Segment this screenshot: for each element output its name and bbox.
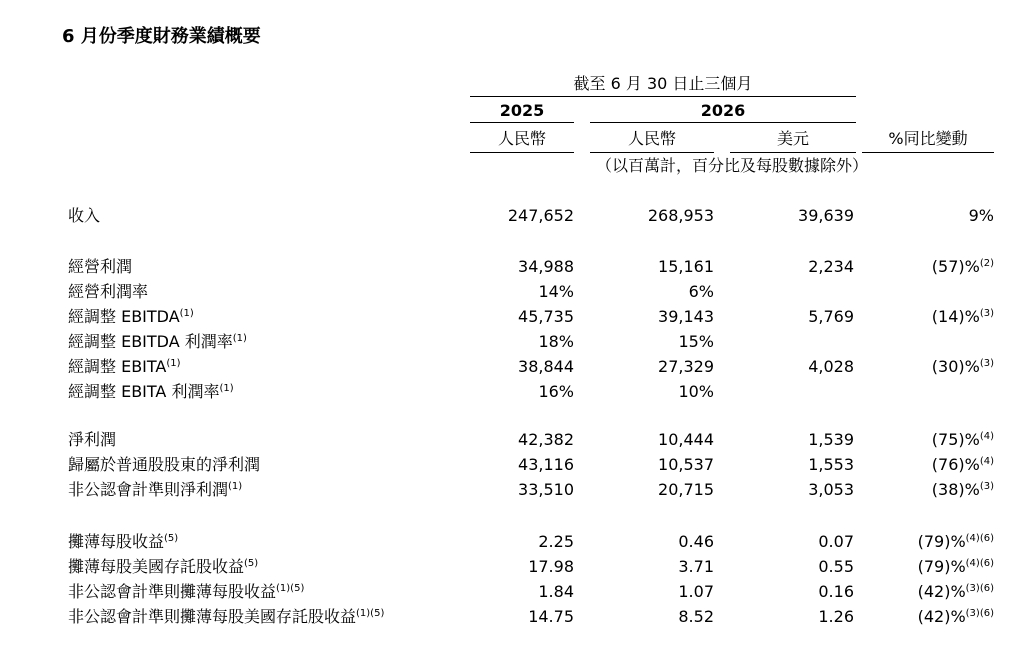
row-label-text: 非公認會計準則攤薄每股收益 bbox=[68, 582, 277, 601]
yoy-change-text: (42)% bbox=[917, 582, 966, 601]
value-2025-rmb: 43,116 bbox=[518, 455, 574, 474]
value-2026-rmb: 268,953 bbox=[647, 206, 714, 225]
value-2026-rmb: 39,143 bbox=[658, 307, 714, 326]
value-2025-rmb: 14.75 bbox=[528, 607, 574, 626]
row-label-footnote: (5) bbox=[244, 558, 259, 569]
table-row bbox=[0, 305, 1024, 329]
row-label-text: 經營利潤率 bbox=[68, 282, 149, 301]
value-2026-rmb: 15% bbox=[678, 332, 714, 351]
year-2026-header: 2026 bbox=[590, 100, 856, 123]
table-row bbox=[0, 280, 1024, 304]
row-label-text: 經調整 EBITA bbox=[68, 357, 167, 376]
row-label-text: 經調整 EBITA 利潤率 bbox=[68, 382, 220, 401]
value-2025-rmb: 42,382 bbox=[518, 430, 574, 449]
table-row bbox=[0, 478, 1024, 502]
yoy-change-value bbox=[862, 555, 994, 579]
table-row bbox=[0, 204, 1024, 228]
value-2026-usd: 2,234 bbox=[808, 257, 854, 276]
row-label bbox=[68, 380, 234, 404]
currency-rmb-2025-header: 人民幣 bbox=[470, 126, 574, 153]
year-2025-header: 2025 bbox=[470, 100, 574, 123]
row-label-text: 收入 bbox=[68, 206, 101, 225]
row-label-text: 淨利潤 bbox=[68, 430, 117, 449]
units-note: （以百萬計，百分比及每股數據除外） bbox=[595, 156, 868, 175]
row-label bbox=[68, 478, 242, 502]
yoy-change-text: (14)% bbox=[931, 307, 980, 326]
row-label bbox=[68, 355, 181, 379]
table-row bbox=[0, 605, 1024, 629]
yoy-change-text: (79)% bbox=[917, 532, 966, 551]
row-label-text: 攤薄每股美國存託股收益 bbox=[68, 557, 245, 576]
value-2026-usd: 4,028 bbox=[808, 357, 854, 376]
row-label-footnote: (5) bbox=[164, 533, 179, 544]
row-label-footnote: (1) bbox=[228, 481, 243, 492]
yoy-change-footnote: (4) bbox=[979, 456, 994, 467]
yoy-change-value bbox=[862, 605, 994, 629]
yoy-change-footnote: (4)(6) bbox=[965, 533, 994, 544]
row-label bbox=[68, 330, 247, 354]
value-2026-usd: 3,053 bbox=[808, 480, 854, 499]
value-2026-rmb: 27,329 bbox=[658, 357, 714, 376]
yoy-change-footnote: (3)(6) bbox=[965, 583, 994, 594]
yoy-change-text: (79)% bbox=[917, 557, 966, 576]
yoy-change-header: %同比變動 bbox=[862, 126, 994, 153]
value-2026-rmb: 20,715 bbox=[658, 480, 714, 499]
period-header: 截至 6 月 30 日止三個月 bbox=[470, 72, 856, 97]
row-label bbox=[68, 453, 260, 477]
row-label bbox=[68, 580, 304, 604]
value-2025-rmb: 18% bbox=[538, 332, 574, 351]
yoy-change-value bbox=[862, 478, 994, 502]
value-2026-usd: 39,639 bbox=[798, 206, 854, 225]
row-label-text: 歸屬於普通股股東的淨利潤 bbox=[68, 455, 261, 474]
row-label bbox=[68, 605, 384, 629]
yoy-change-value bbox=[862, 530, 994, 554]
currency-usd-header: 美元 bbox=[730, 126, 856, 153]
row-label-text: 經調整 EBITDA bbox=[68, 307, 180, 326]
value-2026-rmb: 6% bbox=[688, 282, 714, 301]
value-2026-usd: 1,539 bbox=[808, 430, 854, 449]
row-label-footnote: (1)(5) bbox=[356, 608, 385, 619]
yoy-change-value bbox=[862, 305, 994, 329]
value-2026-rmb: 0.46 bbox=[678, 532, 714, 551]
table-row bbox=[0, 530, 1024, 554]
yoy-change-value bbox=[862, 204, 994, 228]
value-2026-rmb: 3.71 bbox=[678, 557, 714, 576]
yoy-change-footnote: (3) bbox=[979, 481, 994, 492]
value-2025-rmb: 45,735 bbox=[518, 307, 574, 326]
row-label-text: 非公認會計準則攤薄每股美國存託股收益 bbox=[68, 607, 357, 626]
table-row bbox=[0, 330, 1024, 354]
table-row bbox=[0, 355, 1024, 379]
row-label-text: 非公認會計準則淨利潤 bbox=[68, 480, 229, 499]
row-label-footnote: (1)(5) bbox=[276, 583, 305, 594]
currency-rmb-2026-header: 人民幣 bbox=[590, 126, 714, 153]
yoy-change-text: 9% bbox=[968, 206, 994, 225]
value-2025-rmb: 16% bbox=[538, 382, 574, 401]
value-2026-rmb: 15,161 bbox=[658, 257, 714, 276]
row-label-footnote: (1) bbox=[219, 383, 234, 394]
table-row bbox=[0, 555, 1024, 579]
value-2026-rmb: 8.52 bbox=[678, 607, 714, 626]
yoy-change-footnote: (3)(6) bbox=[965, 608, 994, 619]
yoy-change-value bbox=[862, 255, 994, 279]
row-label-footnote: (1) bbox=[232, 333, 247, 344]
value-2026-usd: 1,553 bbox=[808, 455, 854, 474]
page-title: 6 月份季度財務業績概要 bbox=[62, 26, 261, 47]
value-2025-rmb: 34,988 bbox=[518, 257, 574, 276]
yoy-change-text: (76)% bbox=[931, 455, 980, 474]
value-2026-rmb: 1.07 bbox=[678, 582, 714, 601]
table-row bbox=[0, 428, 1024, 452]
row-label bbox=[68, 530, 178, 554]
table-row bbox=[0, 453, 1024, 477]
value-2025-rmb: 1.84 bbox=[538, 582, 574, 601]
row-label-text: 經調整 EBITDA 利潤率 bbox=[68, 332, 233, 351]
yoy-change-text: (57)% bbox=[931, 257, 980, 276]
table-row bbox=[0, 255, 1024, 279]
row-label bbox=[68, 204, 100, 228]
table-row bbox=[0, 380, 1024, 404]
row-label bbox=[68, 428, 116, 452]
value-2026-usd: 1.26 bbox=[818, 607, 854, 626]
yoy-change-value bbox=[862, 428, 994, 452]
yoy-change-text: (38)% bbox=[931, 480, 980, 499]
yoy-change-text: (30)% bbox=[931, 357, 980, 376]
value-2026-usd: 0.55 bbox=[818, 557, 854, 576]
row-label bbox=[68, 305, 194, 329]
value-2026-rmb: 10% bbox=[678, 382, 714, 401]
value-2025-rmb: 17.98 bbox=[528, 557, 574, 576]
value-2025-rmb: 247,652 bbox=[507, 206, 574, 225]
value-2026-rmb: 10,444 bbox=[658, 430, 714, 449]
value-2026-usd: 5,769 bbox=[808, 307, 854, 326]
value-2026-rmb: 10,537 bbox=[658, 455, 714, 474]
value-2025-rmb: 14% bbox=[538, 282, 574, 301]
yoy-change-footnote: (3) bbox=[979, 308, 994, 319]
yoy-change-footnote: (4)(6) bbox=[965, 558, 994, 569]
value-2025-rmb: 38,844 bbox=[518, 357, 574, 376]
row-label bbox=[68, 280, 148, 304]
row-label bbox=[68, 555, 258, 579]
value-2026-usd: 0.16 bbox=[818, 582, 854, 601]
table-row bbox=[0, 580, 1024, 604]
yoy-change-footnote: (2) bbox=[979, 258, 994, 269]
row-label-footnote: (1) bbox=[179, 308, 194, 319]
yoy-change-value bbox=[862, 453, 994, 477]
row-label-text: 攤薄每股收益 bbox=[68, 532, 165, 551]
yoy-change-footnote: (3) bbox=[979, 358, 994, 369]
yoy-change-value bbox=[862, 355, 994, 379]
yoy-change-text: (42)% bbox=[917, 607, 966, 626]
yoy-change-footnote: (4) bbox=[979, 431, 994, 442]
yoy-change-text: (75)% bbox=[931, 430, 980, 449]
row-label-footnote: (1) bbox=[166, 358, 181, 369]
value-2025-rmb: 2.25 bbox=[538, 532, 574, 551]
row-label bbox=[68, 255, 132, 279]
value-2026-usd: 0.07 bbox=[818, 532, 854, 551]
yoy-change-value bbox=[862, 580, 994, 604]
row-label-text: 經營利潤 bbox=[68, 257, 133, 276]
value-2025-rmb: 33,510 bbox=[518, 480, 574, 499]
